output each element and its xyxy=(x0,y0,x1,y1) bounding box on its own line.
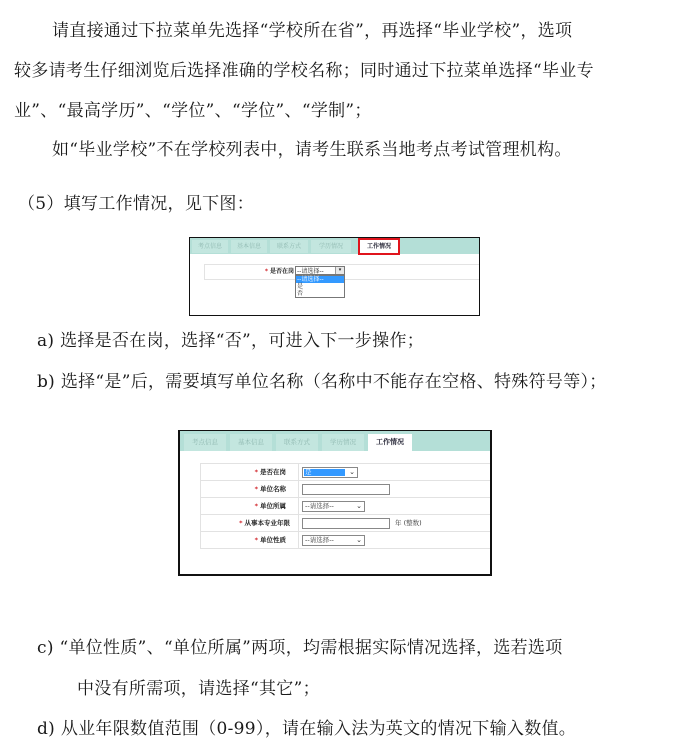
on-duty-select[interactable] xyxy=(302,467,358,478)
required-mark: * xyxy=(239,519,243,527)
tab-education[interactable]: 学历情况 xyxy=(322,434,364,451)
years-in-field-label xyxy=(201,515,299,531)
intro-line-2: 较多请考生仔细浏览后选择准确的学校名称；同时通过下拉菜单选择“毕业专 xyxy=(14,61,594,81)
on-duty-selected-value: 是 xyxy=(304,469,345,476)
chevron-down-icon: ⌄ xyxy=(356,536,362,544)
item-b: b) 选择“是”后，需要填写单位名称（名称中不能存在空格、特殊符号等）； xyxy=(37,372,607,392)
chevron-down-icon: ⌄ xyxy=(356,502,362,510)
chevron-down-icon: ⌄ xyxy=(349,468,355,476)
tab-exam-site[interactable]: 考点信息 xyxy=(184,434,226,451)
required-mark: * xyxy=(254,485,258,493)
on-duty-dropdown-list xyxy=(295,275,345,298)
years-in-field-input[interactable] xyxy=(302,518,390,529)
tab-work-status[interactable]: 工作情况 xyxy=(368,434,412,451)
tab-bar xyxy=(190,238,479,254)
option-yes[interactable]: 是 xyxy=(297,283,304,290)
employer-affiliation-value: --请选择-- xyxy=(305,502,334,510)
on-duty-label-text: 是否在岗 xyxy=(260,468,286,476)
tab-contact[interactable]: 联系方式 xyxy=(276,434,318,451)
employer-affiliation-label xyxy=(201,498,299,514)
item-c-line-1: c) “单位性质”、“单位所属”两项，均需根据实际情况选择，选若选项 xyxy=(37,638,563,658)
work-details-form-screenshot xyxy=(178,430,492,576)
years-in-field-label-text: 从事本专业年限 xyxy=(244,519,290,527)
on-duty-select[interactable] xyxy=(295,266,345,275)
employer-name-label-text: 单位名称 xyxy=(260,485,286,493)
work-status-dropdown-screenshot xyxy=(189,237,480,316)
tab-exam-site[interactable]: 考点信息 xyxy=(192,240,228,253)
section-heading: （5）填写工作情况，见下图： xyxy=(18,194,255,214)
tab-work-status[interactable]: 工作情况 xyxy=(358,238,400,255)
required-mark: * xyxy=(254,536,258,544)
tab-basic-info[interactable]: 基本信息 xyxy=(231,240,267,253)
employer-name-input[interactable] xyxy=(302,484,390,495)
employer-affiliation-select[interactable] xyxy=(302,501,365,512)
employer-type-select[interactable] xyxy=(302,535,365,546)
form-row-employer-name xyxy=(200,481,490,498)
required-mark: * xyxy=(264,268,268,275)
option-please-select[interactable]: --请选择-- xyxy=(296,276,344,283)
item-d: d) 从业年限数值范围（0-99），请在输入法为英文的情况下输入数值。 xyxy=(37,719,577,739)
work-form-table xyxy=(200,463,490,549)
on-duty-label xyxy=(201,464,299,480)
note-paragraph: 如“毕业学校”不在学校列表中，请考生联系当地考点考试管理机构。 xyxy=(52,140,572,160)
on-duty-label xyxy=(204,266,294,275)
dropdown-arrow-icon[interactable]: ▾ xyxy=(335,267,344,274)
tab-basic-info[interactable]: 基本信息 xyxy=(230,434,272,451)
employer-type-value: --请选择-- xyxy=(305,536,334,544)
form-row-on-duty xyxy=(200,463,490,481)
on-duty-label-text: 是否在岗 xyxy=(269,268,294,275)
tab-bar xyxy=(180,431,490,451)
form-row-employer-affiliation xyxy=(200,498,490,515)
intro-line-1: 请直接通过下拉菜单先选择“学校所在省”，再选择“毕业学校”，选项 xyxy=(52,21,573,41)
on-duty-select-value: --请选择-- xyxy=(297,268,324,275)
employer-name-label xyxy=(201,481,299,497)
tab-contact[interactable]: 联系方式 xyxy=(270,240,308,253)
employer-type-label-text: 单位性质 xyxy=(260,536,286,544)
employer-type-label xyxy=(201,532,299,548)
years-unit-hint: 年 (整数) xyxy=(395,519,422,527)
option-no[interactable]: 否 xyxy=(297,290,304,297)
tab-education[interactable]: 学历情况 xyxy=(311,240,351,253)
form-row-employer-type xyxy=(200,532,490,549)
item-c-line-2: 中没有所需项，请选择“其它”； xyxy=(77,679,320,699)
employer-affiliation-label-text: 单位所属 xyxy=(260,502,286,510)
form-row-years-in-field xyxy=(200,515,490,532)
required-mark: * xyxy=(254,502,258,510)
item-a: a) 选择是否在岗，选择“否”，可进入下一步操作； xyxy=(37,331,425,351)
required-mark: * xyxy=(254,468,258,476)
intro-line-3: 业”、“最高学历”、“学位”、“学位”、“学制”； xyxy=(14,101,372,121)
